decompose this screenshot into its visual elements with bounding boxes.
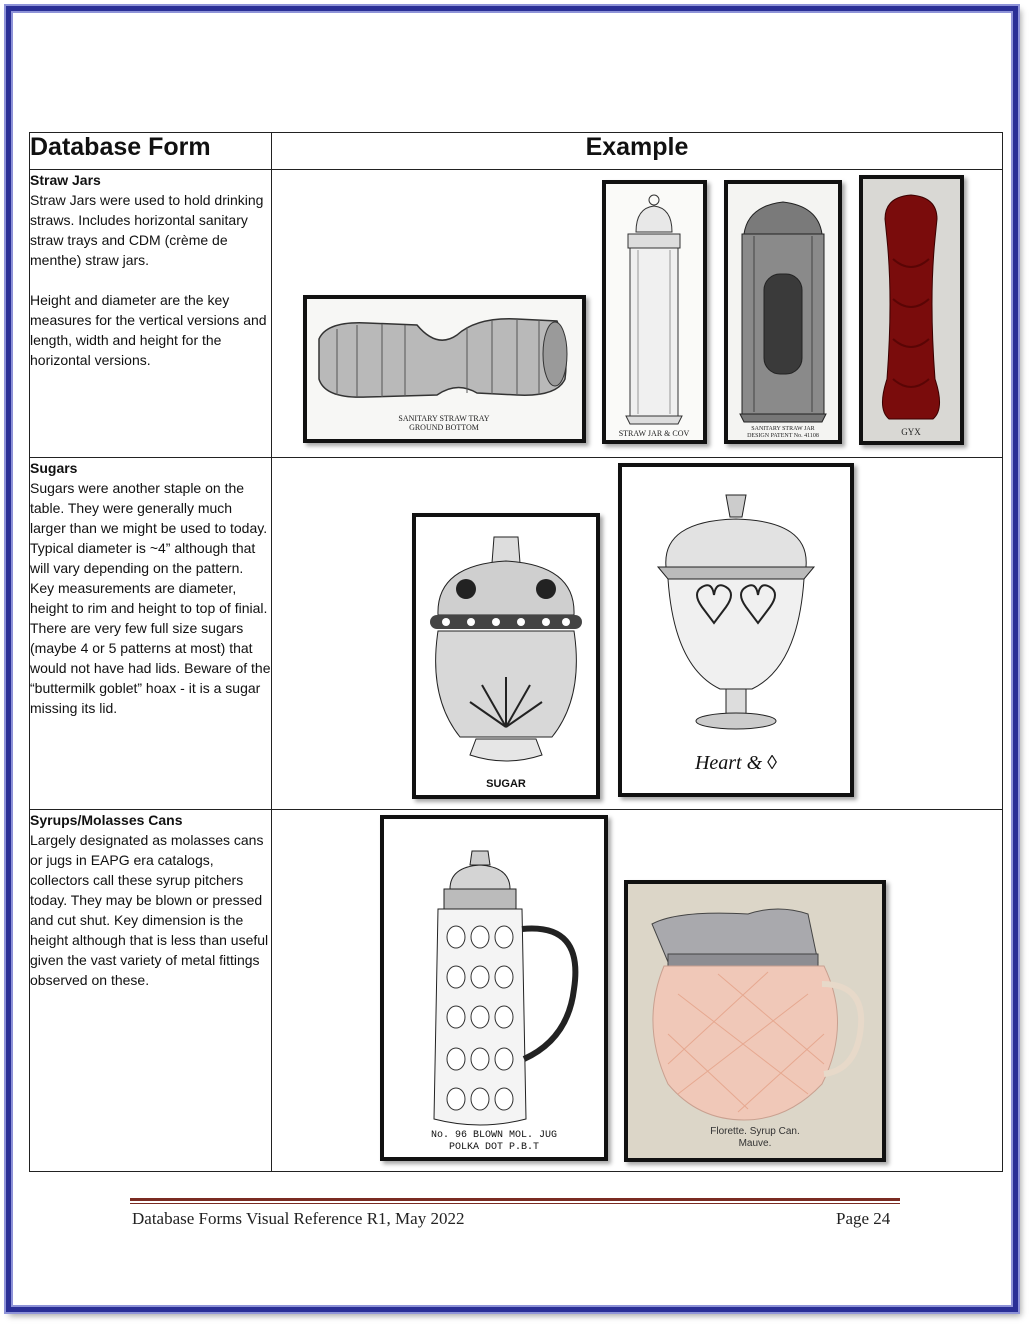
row-paragraph: Height and diameter are the key measures for the vertical versions and length, width and height for the horizontal versions. [30, 292, 267, 368]
row-description [30, 458, 272, 810]
caption-line: SANITARY STRAW JAR [751, 426, 815, 432]
caption-line: No. 96 BLOWN MOL. JUG [430, 1130, 558, 1141]
row-title: Straw Jars [30, 172, 101, 188]
row-paragraph: Largely designated as molasses cans or jugs in EAPG era catalogs, collectors call these syrup pitchers today. They may be blown or pressed and cut shut. Key dimension is the height although that is less than useful given the vast variety of metal fittings observed on these. [30, 832, 269, 988]
row-examples [272, 458, 1003, 810]
table-row [30, 810, 1003, 1172]
image-sanitary-straw-tray [303, 295, 586, 443]
image-heart-sugar [618, 463, 854, 797]
row-description [30, 810, 272, 1172]
header-database-form: Database Form [30, 133, 272, 170]
row-title: Sugars [30, 460, 78, 476]
row-paragraph: Key measurements are diameter, height to rim and height to top of finial. There are very few full size sugars (maybe 4 or 5 patterns at most) that would not have had lids. Beware of the “buttermilk goblet” hoax - it is a sugar missing its lid. [30, 580, 271, 716]
row-paragraph: Straw Jars were used to hold drinking straws. Includes horizontal sanitary straw trays and CDM (crème de menthe) straw jars. [30, 192, 264, 268]
footer-document-title: Database Forms Visual Reference R1, May 2022 [132, 1209, 465, 1228]
image-florette-syrup-can [624, 880, 886, 1162]
caption-line: GYX [901, 427, 921, 437]
header-example: Example [272, 133, 1003, 170]
footer-page-number: Page 24 [836, 1209, 891, 1228]
image-red-straw-jar [859, 175, 964, 445]
caption-line: GROUND BOTTOM [409, 423, 479, 432]
table-row [30, 170, 1003, 458]
table-row [30, 458, 1003, 810]
row-examples [272, 170, 1003, 458]
caption-line: Florette. Syrup Can. [710, 1126, 800, 1137]
row-paragraph: Sugars were another staple on the table. They were generally much larger than we might be used to today. Typical diameter is ~4” although that will vary depending on the pattern. [30, 480, 268, 576]
caption-line: SANITARY STRAW TRAY [398, 414, 490, 423]
caption-line: STRAW JAR & COV [618, 429, 690, 438]
image-covered-sugar [412, 513, 600, 799]
database-forms-table [29, 132, 1003, 1172]
caption-line: Heart & ◊ [694, 752, 778, 774]
caption-line: Mauve. [738, 1138, 772, 1149]
image-straw-jar-cover [602, 180, 707, 444]
row-description [30, 170, 272, 458]
image-sanitary-straw-jar [724, 180, 842, 444]
caption-line: DESIGN PATENT No. 41108 [747, 433, 819, 439]
table-header-row [30, 133, 1003, 170]
row-examples [272, 810, 1003, 1172]
caption-line: SUGAR [486, 778, 526, 790]
footer-rule [130, 1198, 900, 1204]
row-title: Syrups/Molasses Cans [30, 812, 183, 828]
caption-line: POLKA DOT P.B.T [448, 1142, 540, 1153]
image-polka-dot-jug [380, 815, 608, 1161]
